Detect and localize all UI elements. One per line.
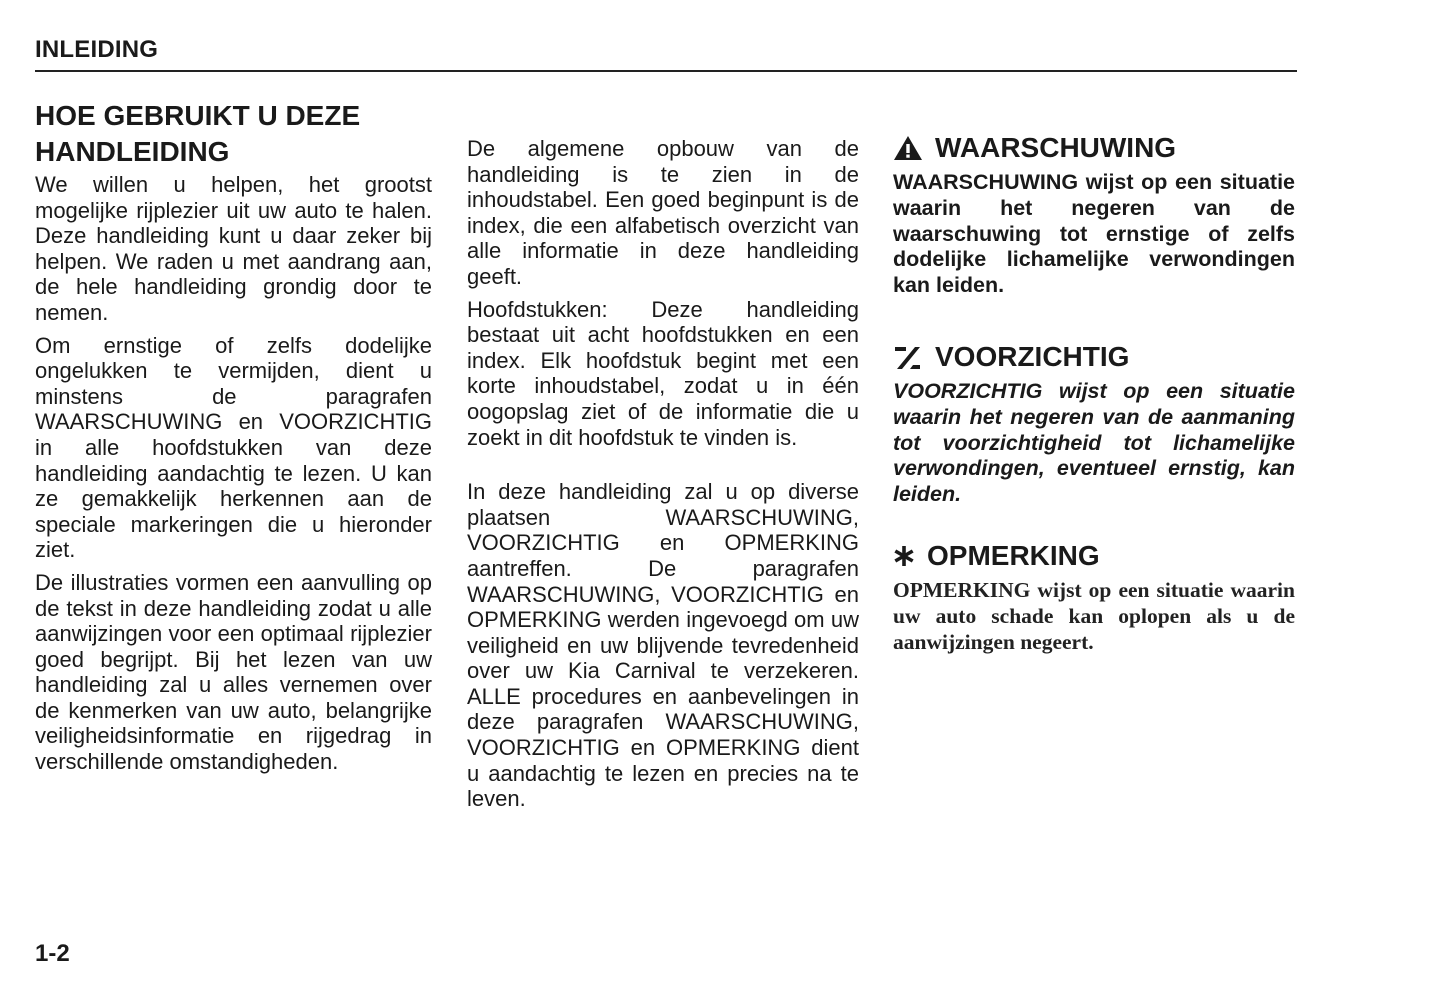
remark-heading — [893, 538, 1295, 574]
warning-title: WAARSCHUWING — [935, 132, 1177, 163]
structure-paragraph: De algemene opbouw van de handleiding is te zien in de inhoudstabel. Een goed beginpunt is de index, die een alfabetisch overzicht van alle informatie in deze handleiding geeft. — [467, 136, 859, 289]
header-divider — [35, 70, 1297, 72]
chapters-paragraph: Hoofdstukken: Deze handleiding bestaat uit acht hoofdstukken en een index. Elk hoofdstuk begint met een korte inhoudstabel, zodat u in één oogopslag ziet of de informatie die u zoekt in dit hoofdstuk te vinden is. — [467, 296, 859, 450]
remark-title: OPMERKING — [927, 539, 1100, 571]
warning-triangle-icon — [893, 134, 923, 162]
warning-heading — [893, 130, 1295, 166]
notices-paragraph: In deze handleiding zal u op diverse plaatsen WAARSCHUWING, VOORZICHTIG en OPMERKING aantreffen. De paragrafen WAARSCHUWING, VOORZICHTIG en OPMERKING werden ingevoegd om uw veiligheid en uw blijvende tevredenheid over uw Kia Carnival te verzekeren. ALLE procedures en aanbevelingen in deze paragrafen WAARSCHUWING, VOORZICHTIG en OPMERKING dient u aandachtig te lezen en precies na te leven. — [467, 479, 859, 812]
caution-title: VOORZICHTIG — [935, 340, 1130, 372]
column-middle — [467, 136, 859, 819]
caution-slash-icon — [893, 343, 923, 371]
section-label: INLEIDING — [35, 36, 159, 63]
intro-paragraph: We willen u helpen, het grootst mogelijke rijplezier uit uw auto te halen. Deze handleiding kunt u daar zeker bij helpen. We raden u met aandrang aan, de hele handleiding grondig door te nemen. — [35, 172, 432, 325]
illustrations-paragraph: De illustraties vormen een aanvulling op de tekst in deze handleiding zodat u alle aanwijzingen voor een optimaal rijplezier goed begrijpt. Bij het lezen van uw handleiding zal u alles vernemen over de kenmerken van uw auto, belangrijke veiligheidsinformatie en rijgedrag in verschillende omstandigheden. — [35, 569, 432, 775]
warning-body: WAARSCHUWING wijst op een situatie waarin het negeren van de waarschuwing tot ernstige of zelfs dodelijke lichamelijke verwondingen kan leiden. — [893, 170, 1295, 298]
caution-body: VOORZICHTIG wijst op een situatie waarin het negeren van de aanmaning tot voorzichtigheid tot lichamelijke verwondingen, eventueel ernstig, kan leiden. — [893, 378, 1295, 507]
safety-paragraph: Om ernstige of zelfs dodelijke ongelukken te vermijden, dient u minstens de paragrafen WAARSCHUWING en VOORZICHTIG in alle hoofdstukken van deze handleiding aandachtig te lezen. U kan ze gemakkelijk herkennen aan de speciale markeringen die u hieronder ziet. — [35, 332, 432, 563]
column-right — [893, 130, 1295, 655]
column-left — [35, 98, 432, 782]
asterisk-icon — [893, 542, 915, 570]
page-number: 1-2 — [35, 940, 70, 967]
caution-heading — [893, 339, 1295, 375]
remark-body: OPMERKING wijst op een situatie waarin uw auto schade kan oplopen als u de aanwijzingen negeert. — [893, 577, 1295, 654]
paragraph-spacer — [467, 457, 859, 479]
page-title: HOE GEBRUIKT U DEZE HANDLEIDING — [35, 100, 361, 167]
